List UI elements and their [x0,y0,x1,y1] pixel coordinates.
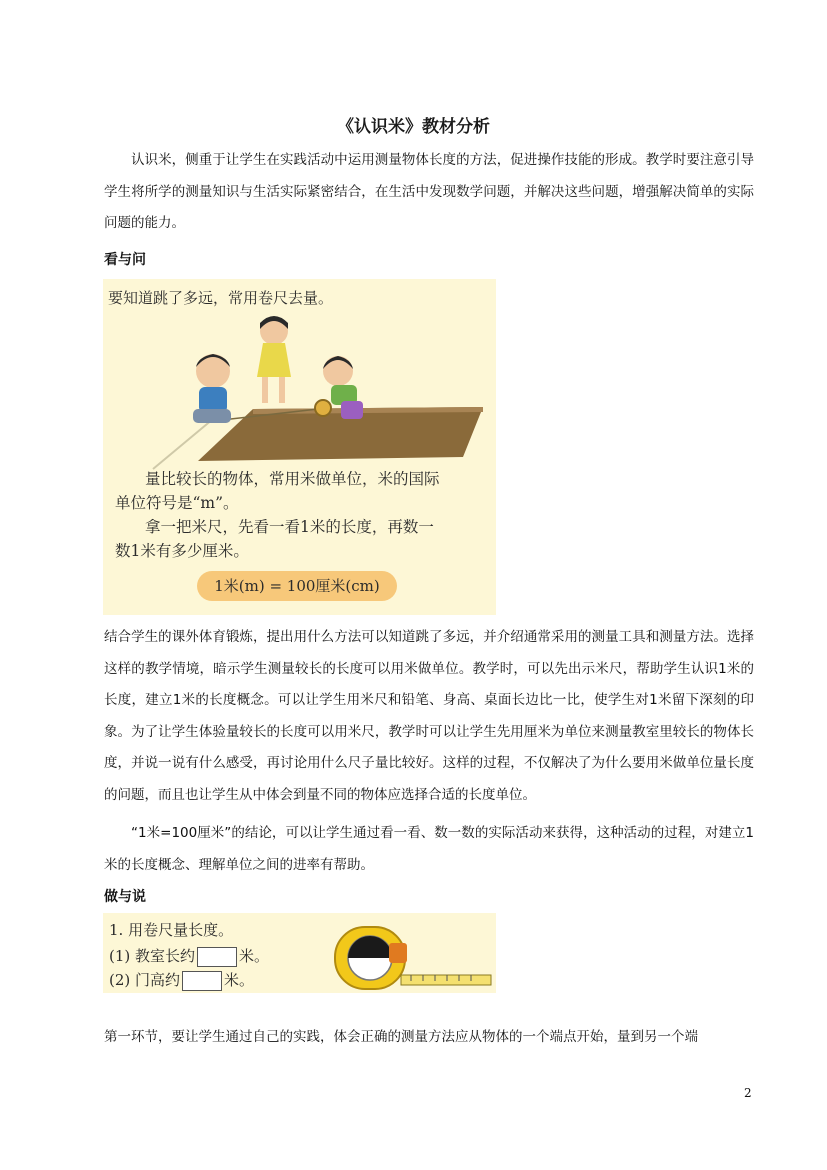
section2-paragraph-1: 第一环节，要让学生通过自己的实践，体会正确的测量方法应从物体的一个端点开始，量到另一个端 [104,1029,698,1045]
exercise-item-1-prefix: (1) 教室长约 [109,947,196,965]
tape-measure-icon [325,913,495,993]
section-heading-look-and-ask: 看与问 [104,252,146,268]
exercise-item-2-suffix: 米。 [224,971,255,989]
answer-blank-2 [182,971,222,991]
intro-paragraph: 认识米，侧重于让学生在实践活动中运用测量物体长度的方法，促进操作技能的形成。教学时要注意引导学生将所学的测量知识与生活实际紧密结合，在生活中发现数学问题，并解决这些问题，增强解决简单的实际问题的能力。 [104,152,754,231]
children-measuring-image [103,309,496,489]
page-number: 2 [744,1086,752,1100]
figure-text-line-2: 单位符号是“m”。 [115,494,239,512]
page-title: 《认识米》教材分析 [337,117,490,137]
answer-blank-1 [197,947,237,967]
measuring-jump-illustration [103,279,496,615]
exercise-item-2-prefix: (2) 门高约 [109,971,181,989]
figure-text-line-4: 数1米有多少厘米。 [115,542,249,560]
exercise-item-1 [109,945,269,967]
exercise-title: 1. 用卷尺量长度。 [109,921,234,939]
section1-paragraph-1: 结合学生的课外体育锻炼，提出用什么方法可以知道跳了多远，并介绍通常采用的测量工具和测量方法。选择这样的教学情境，暗示学生测量较长的长度可以用米做单位。教学时，可以先出示米尺，帮助学生认识1米的长度，建立1米的长度概念。可以让学生用米尺和铅笔、身高、桌面长边比一比，使学生对1米留下深刻的印象。为了让学生体验量较长的长度可以用米尺，教学时可以让学生先用厘米为单位来测量教室里较长的物体长度，并说一说有什么感受，再讨论用什么尺子量比较好。这样的过程，不仅解决了为什么要用米做单位量长度的问题，而且也让学生从中体会到量不同的物体应选择合适的长度单位。 [104,629,754,803]
figure-text-line-1: 量比较长的物体，常用米做单位，米的国际 [145,470,440,488]
section-heading-do-and-say: 做与说 [104,889,146,905]
meter-centimeter-formula: 1米(m) = 100厘米(cm) [197,571,397,601]
figure-caption: 要知道跳了多远，常用卷尺去量。 [108,289,334,307]
figure-text-line-3: 拿一把米尺，先看一看1米的长度，再数一 [145,518,434,536]
exercise-item-2 [109,969,254,991]
exercise-item-1-suffix: 米。 [239,947,270,965]
section1-paragraph-2: “1米=100厘米”的结论，可以让学生通过看一看、数一数的实际活动来获得，这种活动的过程，对建立1米的长度概念、理解单位之间的进率有帮助。 [104,825,754,873]
tape-measure-exercise-figure [103,913,496,993]
